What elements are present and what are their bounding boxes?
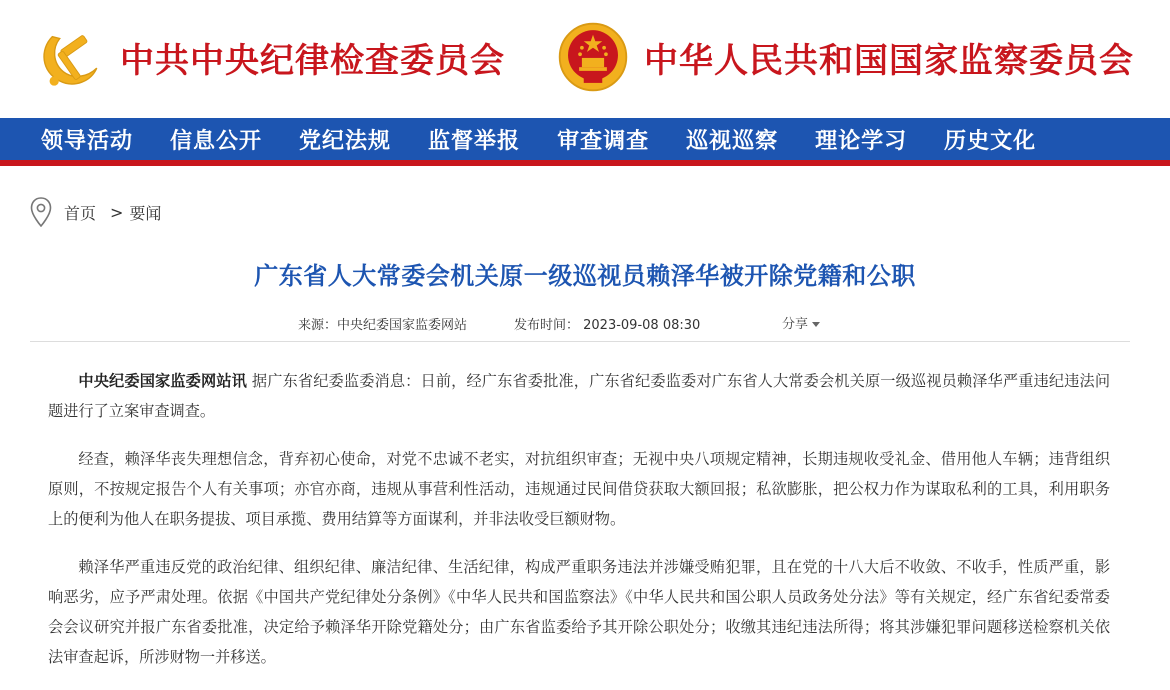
caret-down-icon	[812, 322, 820, 327]
nav-item-inspection[interactable]: 巡视巡察	[686, 127, 779, 154]
breadcrumb-current[interactable]: 要闻	[129, 203, 162, 223]
nav-item-investigation[interactable]: 审查调查	[557, 127, 650, 154]
site-header	[0, 0, 1170, 118]
nav-item-report[interactable]: 监督举报	[428, 127, 521, 154]
article-paragraph: 赖泽华严重违反党的政治纪律、组织纪律、廉洁纪律、生活纪律，构成严重职务违法并涉嫌受贿犯罪，且在党的十八大后不收敛、不收手，性质严重，影响恶劣，应予严肃处理。依据《中国共产党纪律处分条例》《中华人民共和国监察法》《中华人民共和国公职人员政务处分法》等有关规定，经广东省纪委常委会会议研究并报广东省委批准，决定给予赖泽华开除党籍处分；由广东省监委给予其开除公职处分；收缴其违纪违法所得；将其涉嫌犯罪问题移送检察机关依法审查起诉，所涉财物一并移送。	[48, 558, 1110, 666]
article-source: 来源：中央纪委国家监委网站	[298, 318, 468, 333]
share-button[interactable]	[782, 313, 820, 332]
article-body	[48, 366, 1110, 690]
main-nav	[0, 118, 1170, 166]
article-published-time: 发布时间： 2023-09-08 08:30	[514, 318, 701, 333]
article-paragraph	[48, 366, 1110, 426]
breadcrumb-separator: >	[110, 202, 124, 222]
nav-item-history[interactable]: 历史文化	[944, 127, 1037, 154]
nav-item-regulations[interactable]: 党纪法规	[299, 127, 392, 154]
paragraph-text: 据广东省纪委监委消息：日前，经广东省委批准，广东省纪委监委对广东省人大常委会机关原一级巡视员赖泽华严重违纪违法问题进行了立案审查调查。	[48, 372, 1111, 420]
location-pin-icon	[30, 197, 52, 227]
cpc-ccdi-title: 中共中央纪律检查委员会	[120, 40, 505, 81]
cpc-ccdi-logo[interactable]	[32, 20, 505, 94]
breadcrumb-home[interactable]: 首页	[64, 203, 97, 223]
nav-item-leadership[interactable]: 领导活动	[41, 127, 134, 154]
article-paragraph: 经查，赖泽华丧失理想信念，背弃初心使命，对党不忠诚不老实，对抗组织审查；无视中央八项规定精神，长期违规收受礼金、借用他人车辆；违背组织原则，不按规定报告个人有关事项；亦官亦商，违规从事营利性活动，违规通过民间借贷获取大额回报；私欲膨胀，把公权力作为谋取私利的工具，利用职务上的便利为他人在职务提拔、项目承揽、费用结算等方面谋利，并非法收受巨额财物。	[48, 450, 1110, 528]
nav-item-theory[interactable]: 理论学习	[815, 127, 908, 154]
nsc-logo[interactable]	[556, 20, 1134, 94]
hammer-sickle-emblem-icon	[32, 20, 106, 94]
divider	[30, 341, 1130, 342]
article-title: 广东省人大常委会机关原一级巡视员赖泽华被开除党籍和公职	[254, 262, 916, 290]
nav-item-disclosure[interactable]: 信息公开	[170, 127, 263, 154]
breadcrumb	[30, 197, 161, 227]
share-label: 分享	[782, 317, 809, 332]
national-emblem-icon	[556, 20, 630, 94]
article-lead: 中央纪委国家监委网站讯	[78, 372, 247, 390]
nsc-title: 中华人民共和国国家监察委员会	[644, 40, 1134, 81]
